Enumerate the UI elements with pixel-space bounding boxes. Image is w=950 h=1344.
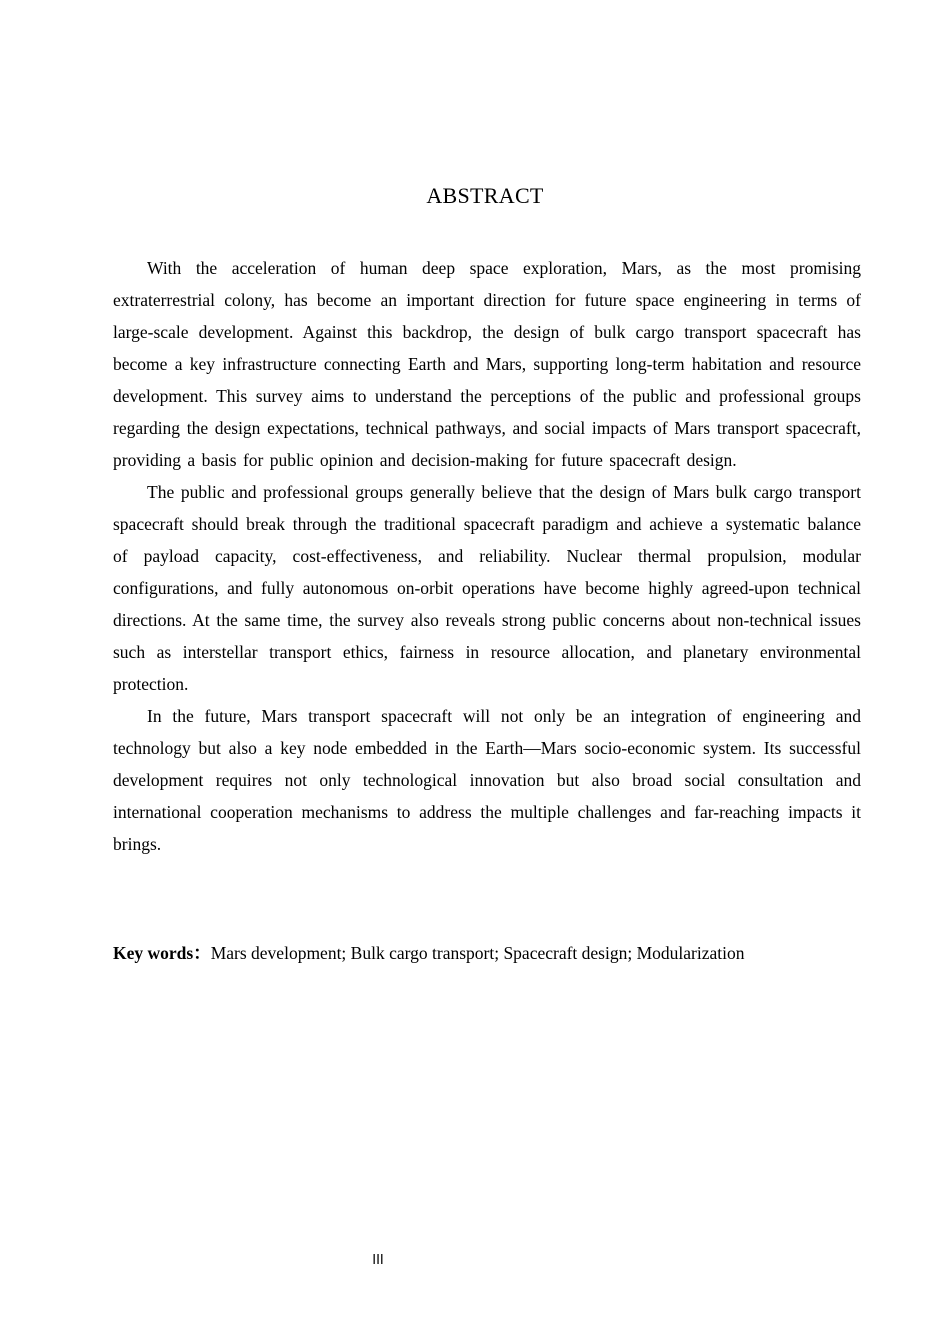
keywords-line <box>113 938 873 968</box>
keywords-list: Mars development; Bulk cargo transport; Spacecraft design; Modularization <box>210 943 745 963</box>
abstract-paragraph-1: With the acceleration of human deep space exploration, Mars, as the most promising extraterrestrial colony, has become an important direction for future space engineering in terms of large-scale development. Against this backdrop, the design of bulk cargo transport spacecraft has become a key infrastructure connecting Earth and Mars, supporting long-term habitation and resource development. This survey aims to understand the perceptions of the public and professional groups regarding the design expectations, technical pathways, and social impacts of Mars transport spacecraft, providing a basis for public opinion and decision-making for future spacecraft design. <box>113 258 861 470</box>
abstract-paragraph-2: The public and professional groups generally believe that the design of Mars bulk cargo transport spacecraft should break through the traditional spacecraft paradigm and achieve a systematic balance of payload capacity, cost-effectiveness, and reliability. Nuclear thermal propulsion, modular configurations, and fully autonomous on-orbit operations have become highly agreed-upon technical directions. At the same time, the survey also reveals strong public concerns about non-technical issues such as interstellar transport ethics, fairness in resource allocation, and planetary environmental protection. <box>113 482 861 694</box>
keywords-label: Key words： <box>113 943 211 963</box>
abstract-body <box>113 252 861 860</box>
page-number: III <box>372 1253 384 1268</box>
abstract-paragraph-3: In the future, Mars transport spacecraft will not only be an integration of engineering and technology but also a key node embedded in the Earth—Mars socio-economic system. Its successful development requires not only technological innovation but also broad social consultation and international cooperation mechanisms to address the multiple challenges and far-reaching impacts it brings. <box>113 706 861 854</box>
abstract-title: ABSTRACT <box>426 183 544 208</box>
